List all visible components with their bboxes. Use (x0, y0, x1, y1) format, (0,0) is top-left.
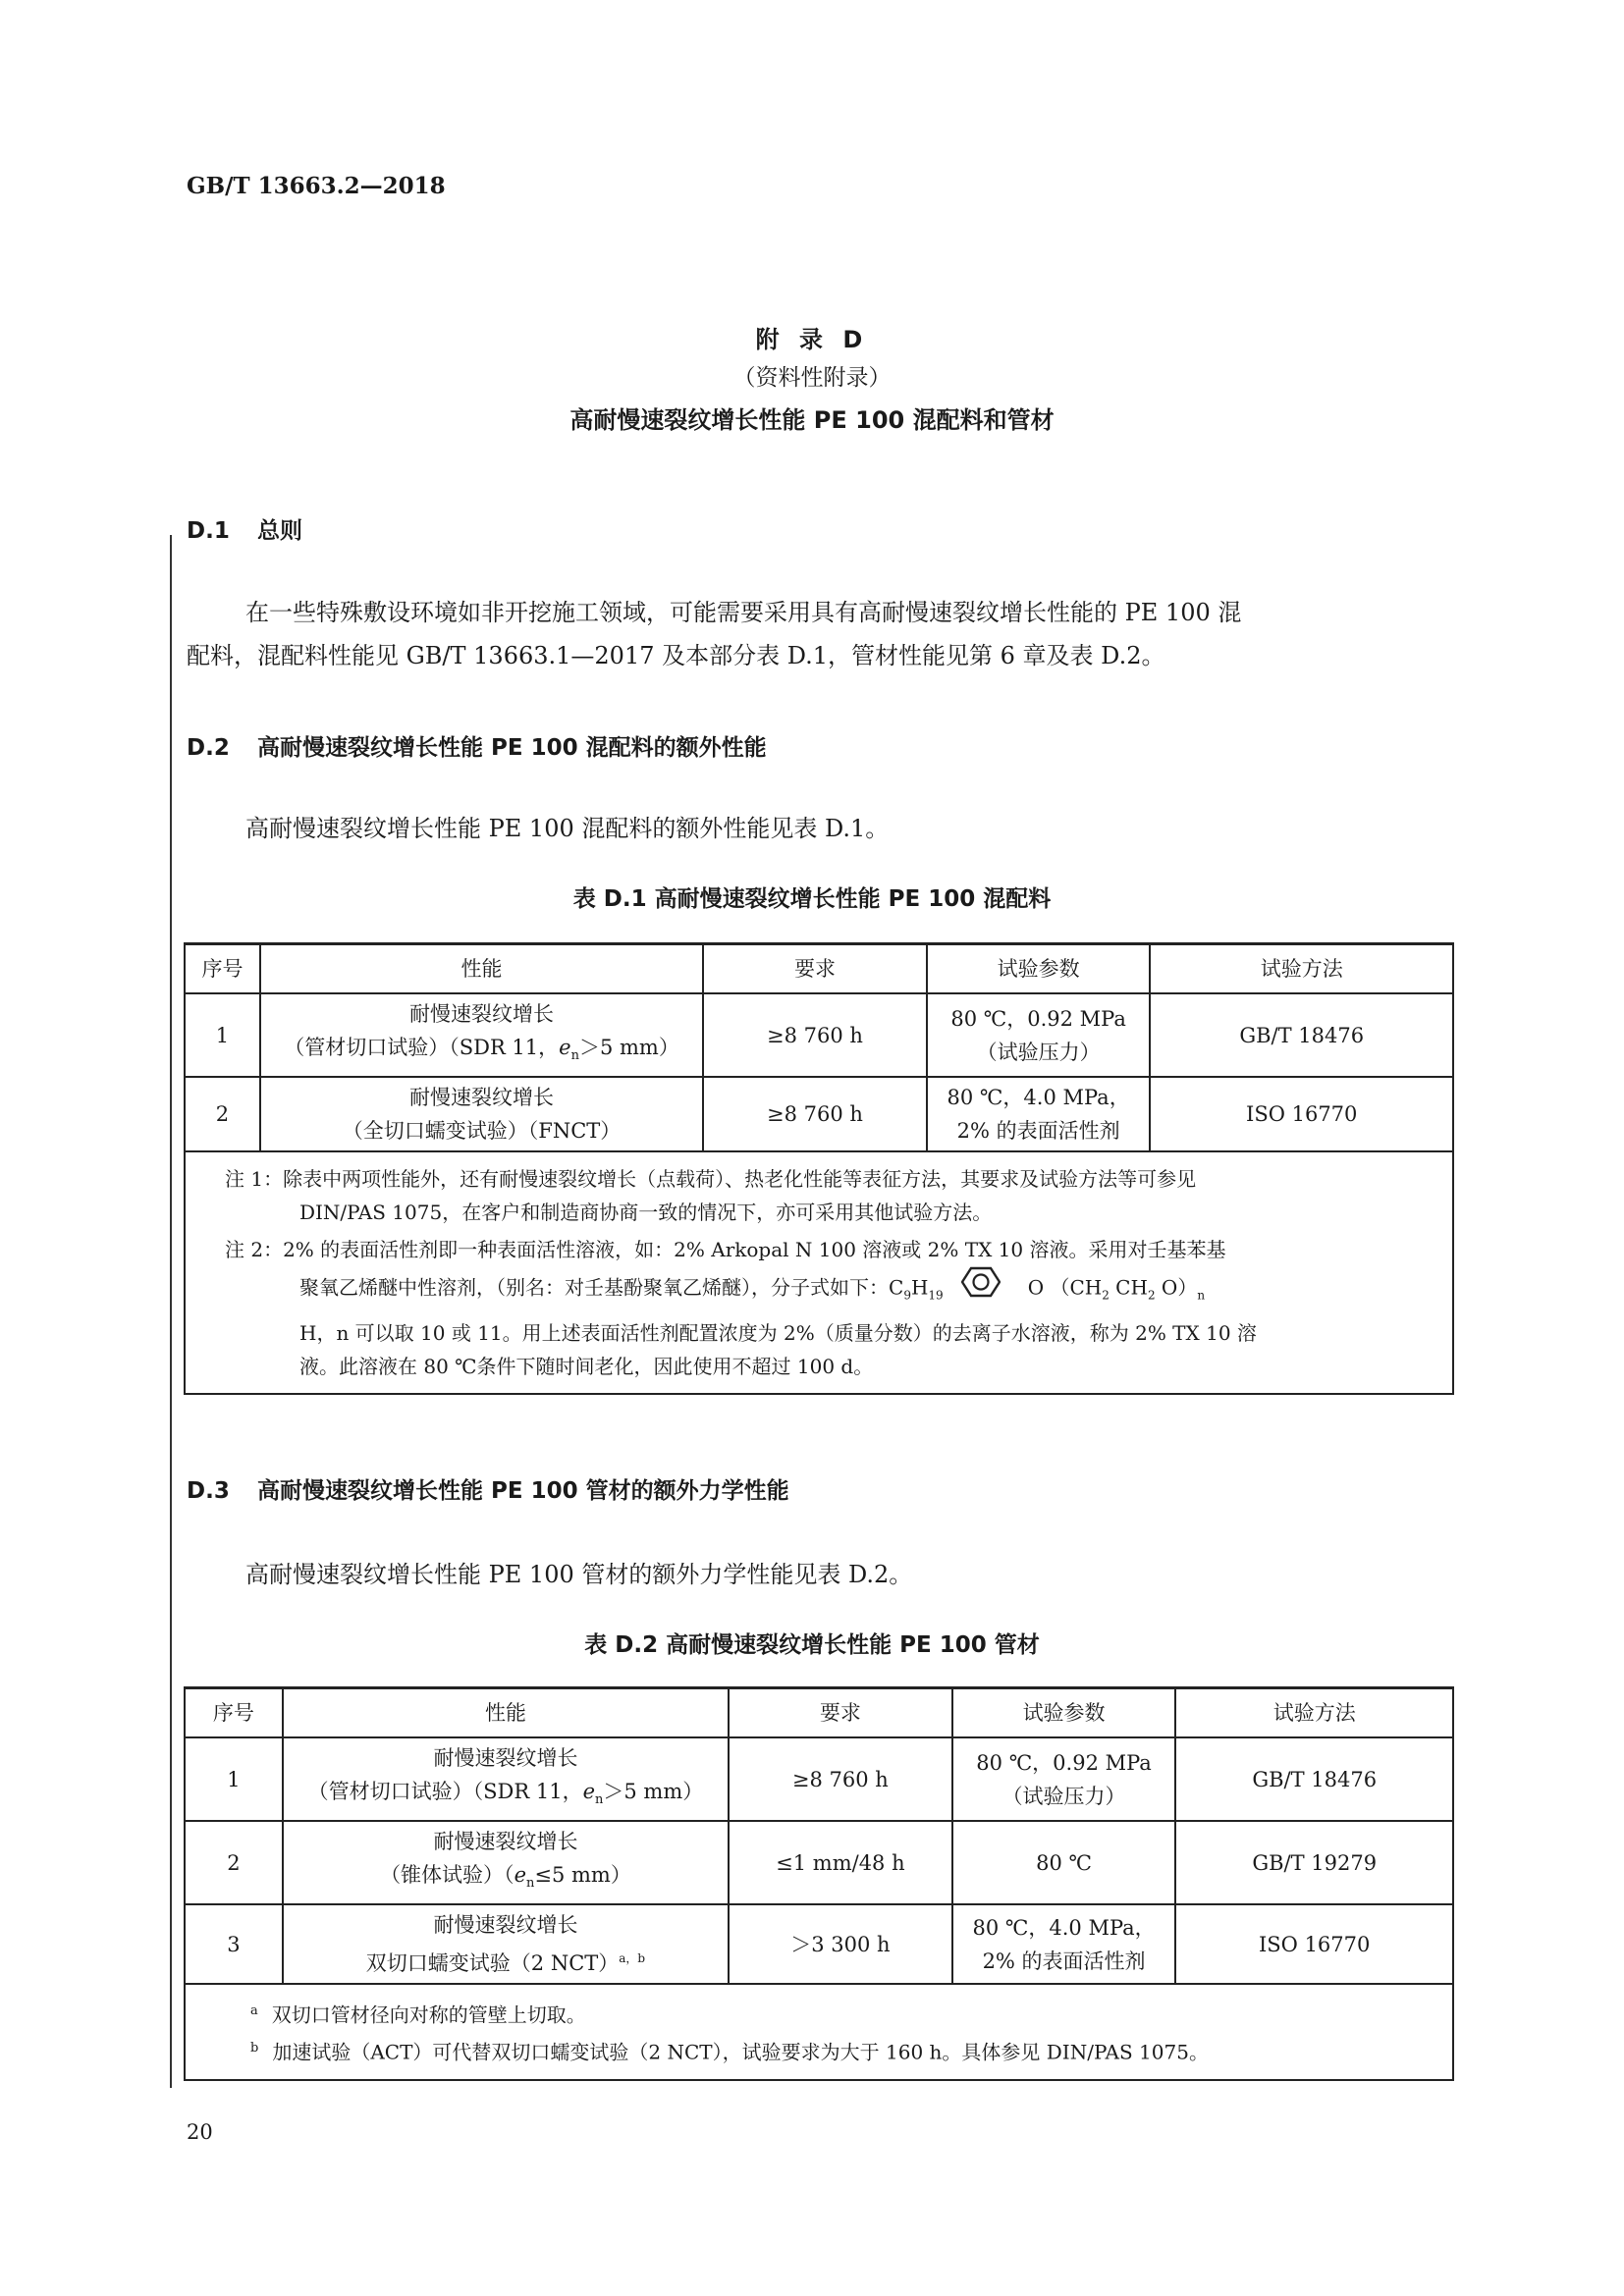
table-row (185, 1077, 1453, 1151)
section-number: D.3 (187, 1478, 230, 1504)
table-row (185, 1737, 1453, 1821)
text-span: ＞5 mm） (578, 1036, 679, 1059)
section-d2-paragraph: 高耐慢速裂纹增长性能 PE 100 混配料的额外性能见表 D.1。 (245, 815, 890, 842)
header-cell: 序号 (185, 944, 260, 994)
property-cell (260, 1077, 703, 1151)
header-cell: 试验方法 (1150, 944, 1453, 994)
row-number: 1 (185, 1737, 283, 1821)
property-line (290, 1775, 722, 1817)
footnote-text: 双切口管材径向对称的管壁上切取。 (271, 2003, 586, 2028)
table-d2 (184, 1686, 1454, 2081)
requirement-cell: ≥8 760 h (703, 1077, 927, 1151)
test-method-cell: GB/T 18476 (1175, 1737, 1453, 1821)
variable-e: e (582, 1780, 596, 1803)
subscript: 2 (1147, 1288, 1156, 1303)
requirement-cell: ≥8 760 h (729, 1737, 952, 1821)
appendix-title: 高耐慢速裂纹增长性能 PE 100 混配料和管材 (569, 406, 1055, 434)
row-number: 1 (185, 993, 260, 1077)
test-parameter-cell (952, 1737, 1176, 1821)
header-cell: 试验参数 (927, 944, 1151, 994)
text-span: O） (1155, 1275, 1198, 1300)
variable-e: e (559, 1036, 571, 1059)
param-line: 2% 的表面活性剂 (982, 1949, 1146, 1973)
note-1-line: 注 1：除表中两项性能外，还有耐慢速裂纹增长（点载荷）、热老化性能等表征方法，其要求及试验方法等可参见 (225, 1167, 1197, 1192)
param-line: 2% 的表面活性剂 (956, 1119, 1120, 1144)
row-number: 2 (185, 1077, 260, 1151)
property-line: 耐慢速裂纹增长 (409, 1002, 555, 1026)
superscript: a，b (619, 1951, 646, 1966)
param-line: 80 ℃，4.0 MPa， (947, 1086, 1130, 1110)
section-d3-heading (187, 1472, 789, 1505)
table-footnotes-row (185, 1984, 1453, 2079)
test-parameter-cell (927, 993, 1151, 1077)
test-method-cell: ISO 16770 (1150, 1077, 1453, 1151)
test-method-cell: GB/T 18476 (1150, 993, 1453, 1077)
header-cell: 性能 (283, 1688, 729, 1738)
table-row (185, 993, 1453, 1077)
section-d2-heading (187, 729, 767, 762)
text-span: CH (1109, 1275, 1148, 1300)
section-title: 高耐慢速裂纹增长性能 PE 100 混配料的额外性能 (257, 735, 767, 761)
table-notes (185, 1151, 1453, 1394)
header-cell: 性能 (260, 944, 703, 994)
table-row (185, 1904, 1453, 1984)
table-d1-caption: 表 D.1 高耐慢速裂纹增长性能 PE 100 混配料 (572, 886, 1052, 912)
section-title: 总则 (257, 518, 302, 544)
text-span: O （CH (1027, 1275, 1103, 1300)
subscript: n (570, 1048, 579, 1064)
header-cell: 序号 (185, 1688, 283, 1738)
text-span: （管材切口试验）（SDR 11， (307, 1780, 583, 1803)
table-header-row (185, 1688, 1453, 1738)
param-line: 80 ℃，0.92 MPa (976, 1750, 1152, 1775)
subscript: n (595, 1792, 604, 1808)
subscript: 19 (928, 1288, 944, 1303)
page-number: 20 (187, 2120, 213, 2144)
property-line: 耐慢速裂纹增长 (409, 1086, 555, 1110)
variable-e: e (514, 1863, 526, 1888)
table-row (185, 1821, 1453, 1904)
note-1-line: DIN/PAS 1075，在客户和制造商协商一致的情况下，亦可采用其他试验方法。 (299, 1201, 993, 1225)
text-span: 聚氧乙烯醚中性溶剂，（别名：对壬基酚聚氧乙烯醚），分子式如下：C (299, 1275, 904, 1300)
table-d2-caption: 表 D.2 高耐慢速裂纹增长性能 PE 100 管材 (584, 1632, 1040, 1658)
param-line: 80 ℃，0.92 MPa (950, 1006, 1126, 1031)
paragraph-line: 配料，混配料性能见 GB/T 13663.1—2017 及本部分表 D.1，管材性能见第 6 章及表 D.2。 (187, 642, 1165, 669)
property-cell (260, 993, 703, 1077)
test-parameter-cell (927, 1077, 1151, 1151)
section-title: 高耐慢速裂纹增长性能 PE 100 管材的额外力学性能 (257, 1478, 789, 1504)
test-method-cell: GB/T 19279 (1175, 1821, 1453, 1904)
subscript: n (526, 1876, 535, 1892)
test-parameter-cell (952, 1904, 1176, 1984)
header-cell: 要求 (703, 944, 927, 994)
param-line: （试验压力） (1001, 1784, 1126, 1808)
text-span: （锥体试验）（ (380, 1863, 514, 1888)
text-span: H (910, 1275, 929, 1300)
property-line: （全切口蠕变试验）（FNCT） (342, 1119, 622, 1144)
section-number: D.1 (187, 518, 230, 544)
property-cell (283, 1904, 729, 1984)
table-footnotes (185, 1984, 1453, 2079)
param-line: 80 ℃，4.0 MPa， (972, 1915, 1156, 1940)
property-line (290, 1858, 722, 1900)
paragraph-line: 在一些特殊敷设环境如非开挖施工领域，可能需要采用具有高耐慢速裂纹增长性能的 PE 100 混 (245, 599, 1242, 626)
section-d1-heading (187, 512, 302, 545)
property-line: 耐慢速裂纹增长 (433, 1746, 578, 1770)
table-d1 (184, 942, 1454, 1395)
property-line: 耐慢速裂纹增长 (433, 1830, 578, 1854)
test-parameter-cell: 80 ℃ (952, 1821, 1176, 1904)
section-d1-paragraph (187, 591, 1453, 677)
requirement-cell: ≤1 mm/48 h (729, 1821, 952, 1904)
note-2-line: H，n 可以取 10 或 11。用上述表面活性剂配置浓度为 2%（质量分数）的去离子水溶液，称为 2% TX 10 溶 (299, 1320, 1257, 1345)
table-notes-row (185, 1151, 1453, 1394)
table-header-row (185, 944, 1453, 994)
requirement-cell: ≥8 760 h (703, 993, 927, 1077)
benzene-ring-icon (961, 1266, 1001, 1311)
appendix-label: 附 录 D (755, 326, 869, 353)
appendix-type: （资料性附录） (732, 365, 892, 391)
text-span: ＞5 mm） (603, 1780, 704, 1803)
footnote-a (250, 1995, 1436, 2032)
subscript: 2 (1102, 1288, 1110, 1303)
footnote-marker: b (250, 2041, 259, 2056)
footnote-text: 加速试验（ACT）可代替双切口蠕变试验（2 NCT），试验要求为大于 160 h。具体参见 DIN/PAS 1075。 (272, 2040, 1209, 2064)
param-line: （试验压力） (976, 1040, 1101, 1064)
standard-code-header: GB/T 13663.2—2018 (187, 173, 446, 199)
text-span: ≤5 mm） (534, 1863, 631, 1888)
property-cell (283, 1821, 729, 1904)
property-line (290, 1942, 722, 1980)
subscript: 9 (903, 1288, 911, 1303)
note-2-line: 注 2：2% 的表面活性剂即一种表面活性溶液，如：2% Arkopal N 100 溶液或 2% TX 10 溶液。采用对壬基苯基 (225, 1238, 1226, 1262)
note-2-formula-line (225, 1266, 1436, 1316)
property-cell (283, 1737, 729, 1821)
requirement-cell: ＞3 300 h (729, 1904, 952, 1984)
header-cell: 要求 (729, 1688, 952, 1738)
subscript: n (1197, 1288, 1206, 1303)
property-line (267, 1031, 696, 1073)
header-cell: 试验方法 (1175, 1688, 1453, 1738)
text-span: 双切口蠕变试验（2 NCT） (365, 1951, 620, 1976)
row-number: 2 (185, 1821, 283, 1904)
section-number: D.2 (187, 735, 230, 761)
margin-change-bar (170, 535, 172, 2088)
text-span: （管材切口试验）（SDR 11， (284, 1036, 560, 1059)
section-d3-paragraph: 高耐慢速裂纹增长性能 PE 100 管材的额外力学性能见表 D.2。 (245, 1561, 913, 1588)
header-cell: 试验参数 (952, 1688, 1176, 1738)
footnote-b (250, 2032, 1436, 2069)
footnote-marker: a (250, 2003, 258, 2019)
row-number: 3 (185, 1904, 283, 1984)
note-2-line: 液。此溶液在 80 ℃条件下随时间老化，因此使用不超过 100 d。 (299, 1354, 874, 1378)
property-line: 耐慢速裂纹增长 (433, 1913, 578, 1938)
test-method-cell: ISO 16770 (1175, 1904, 1453, 1984)
